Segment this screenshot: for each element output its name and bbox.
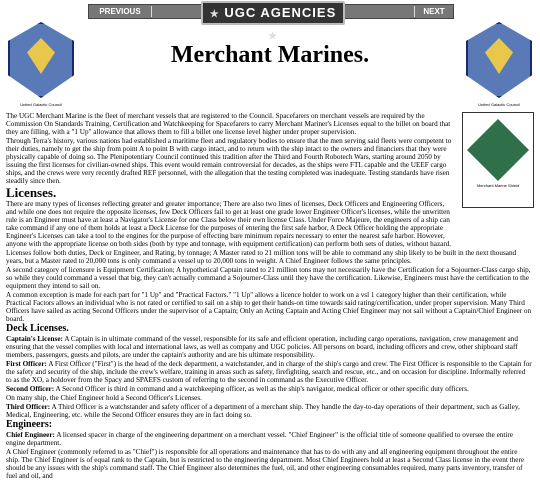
nav-divider: [414, 6, 415, 17]
licenses-intro: [6, 200, 454, 248]
nav-divider: [151, 6, 152, 17]
licenses-paragraph: A second category of licensure is Equipment Certification; A hypothetical Captain rated to 21 million tons may not necessarily have the Certification for a Sojourner-Class cargo ship, so while they could command a vessel that big, they can't actually command a Sojourner-Class until they have the certification. Likewise, Engineers must have the certification to the equipment they intend to sail on.: [6, 266, 531, 290]
intro-section: [6, 112, 454, 185]
nav-bar: [88, 4, 454, 42]
engineer-item-label: Chief Engineer:: [6, 431, 55, 439]
deck-item: [6, 385, 532, 393]
page-header: [0, 22, 540, 112]
intro-paragraph: Through Terra's history, various nations had established a maritime fleet and regulatory bodies to ensure that the men serving said fleets were competent to their duties, namely to get the ship from point A to point B with cargo intact, and to return with the ship intact to the owners and financiers that they were physically capable of doing so. The Plenipotentiary Council continued this tradition after the Third and Fourth Robotech Wars, starting around 2050 by issuing the first licenses for civilian-owned ships. This event would remain controversial for decades, as the ships were FTL capable and the UEEF cargo ships, and the crews were very recently drafted REF personnel, with the allegation that the testing completed was inadequate. Testing standards have risen steadily since then.: [6, 137, 452, 185]
star-icon: ★: [268, 31, 278, 42]
engineers-heading: Engineers:: [6, 419, 53, 430]
engineer-item: [6, 431, 532, 447]
licenses-paragraph: There are many types of licenses reflecting greater and greater importance; There are also two lines of licenses, Deck Officers and Engineering Officers, and while one does not require the opposite licenses, few Deck Officers fail to get at least one grade lower Engineer Officer's licenses, while the unwritten rule is an Engineer must have at least a Navigator's License for one Class below their own license Class. Under Force Majeure, the engineers of a ship can take command if any one of them holds at least a Deck License for the purposes of entering the first safe harbor, A Deck Officer holding the appropriate Engineer's Licenses can take a tool to the engines for the purpose of effecting bare minimum repairs necessary to enter the nearest safe harbor. However, anyone with the appropriate license on both sides (both by type and tonnage, with equipment certification) can perform both sets of duties, without hazard.: [6, 200, 452, 248]
deck-item: [6, 394, 532, 402]
next-button[interactable]: NEXT: [423, 7, 445, 16]
deck-item-text: A Third Officer is a watchstander and safety officer of a department of a merchant ship. They handle the day-to-day operations of their department, such as Galley, Medical, Engineering, etc. while the Second Officer ensures they are in fact doing so.: [6, 403, 520, 419]
deck-item: [6, 403, 532, 419]
deck-licenses-heading: Deck Licenses.: [6, 323, 69, 334]
deck-item-text: A Second Officer is third in command and a watchkeeping officer, as well as the ship's navigator, medical officer or other specific duty officers.: [55, 385, 469, 393]
main-content: [6, 112, 532, 481]
deck-item-text: A Captain is in ultimate command of the vessel, responsible for its safe and efficient operation, including cargo operations, navigation, crew management and ensuring that the vessel complies with local and international laws, as well as company and UGC policies. All persons on board, including officers and crew, other shipboard staff members, passengers, guests and pilots, are under the captain's authority and are his ultimate responsibility.: [6, 335, 518, 359]
deck-item: [6, 360, 532, 384]
deck-item-label: Third Officer:: [6, 403, 51, 411]
deck-item-label: First Officer:: [6, 360, 47, 368]
engineer-item-text: A licensed spacer in charge of the engineering department on a merchant vessel. "Chief Engineer" is the official title of someone qualified to oversee the entire engine department.: [6, 431, 513, 447]
licenses-heading: Licenses.: [6, 185, 57, 200]
crest-caption: United Galactic Council: [20, 102, 62, 107]
intro-paragraph: The UGC Merchant Marine is the fleet of merchant vessels that are registered to the Council. Spacefarers on merchant vessels are required by the Commission On Standards Training, Certification and Watchkeeping for Spacefarers to carry Merchant Mariner's Licenses equal to the billet on board that they are filling, with a "1 Up" allowance that allows them to fill a billet one license level higher under proper supervision.: [6, 112, 451, 136]
council-crest-right: [464, 22, 534, 110]
top-navigation: [0, 0, 540, 42]
deck-item: [6, 335, 532, 359]
deck-item-text: A First Officer ("First") is the head of the deck department, a watchstander, and in charge of the ship's cargo and crew. The First Officer is responsible to the Captain for the safety and security of the ship, include the crew's welfare, training in areas such as safety, firefighting, search and rescue, etc., and on occasion for discipline. Informally referred to as the XO, a holdover from the Spacy and SPAEFS custom of referring to the second in command as the Executive Officer.: [6, 360, 532, 384]
licenses-paragraph: Licenses follow both duties, Deck or Engineer, and Rating, by tonnage; A Master rated to 21 million tons will be able to command any ship likely to be built in the next thousand years, but a Master rated to 20,000 tons is only command a vessel up to 20,000 tons in weight. A Chief Engineer follows the same principles.: [6, 249, 517, 265]
shield-caption: Merchant Marine Shield: [476, 183, 520, 188]
page-title: Merchant Marines.: [170, 42, 370, 68]
licenses-paragraph: A common exception is made for each part for "1 Up" and "Practical Factors." "1 Up" allows a licence holder to work on a vsl 1 category higher than their certification, while Practical Factors allows an individual who is not rated or certified to sail on a ship to get their hands-on time towards said rating/certification, under proper supervision. Many Third Officers have sailed as acting Second Officers under the supervisor of a Captain; Only an Acting Captain and Acting Chief Engineer may not sail without a Captain/Chief Engineer on board.: [6, 291, 532, 323]
engineer-item: [6, 448, 532, 480]
engineer-item-text: A Chief Engineer (commonly referred to as "Chief") is responsible for all operations and maintenance that has to do with any and all engineering equipment throughout the entire ship. The Chief Engineer is of equal rank to the Captain, but is restricted to the engineering department. Most Chief Engineers hold at least a Second Class license in the event there should be any issues with the ship's command staff. The Chief Engineer also determines the fuel, oil, and other engineering consumables required, many parts inventory, transfer of fuel and oil, and: [6, 448, 525, 480]
crest-caption: United Galactic Council: [478, 102, 520, 107]
star-icon: ★: [209, 9, 220, 20]
deck-item-label: Captain's License:: [6, 335, 63, 343]
deck-item-text: On many ship, the Chief Engineer hold a Second Officer's Licenses.: [6, 394, 202, 402]
deck-item-label: Second Officer:: [6, 385, 55, 393]
previous-button[interactable]: PREVIOUS: [99, 7, 141, 16]
nav-logo-text: UGC AGENCIES: [224, 5, 337, 20]
